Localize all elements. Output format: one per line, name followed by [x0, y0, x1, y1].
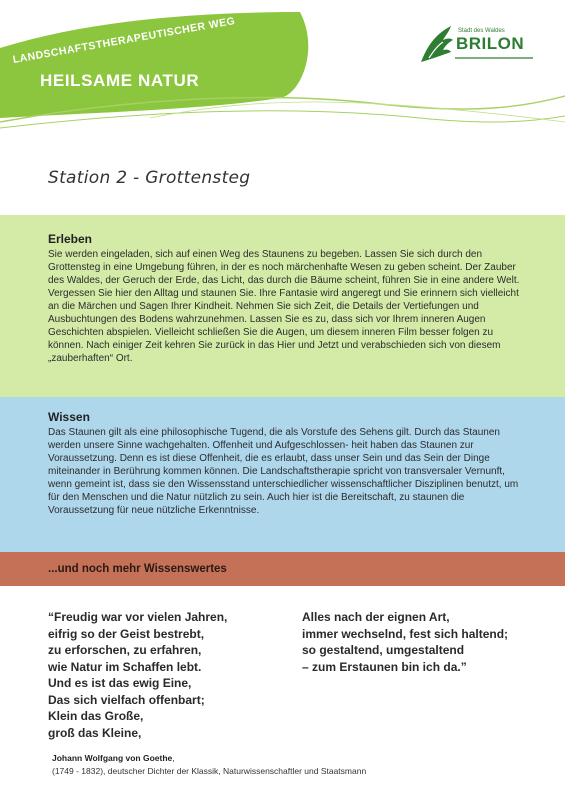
header-title: HEILSAME NATUR: [40, 71, 200, 90]
poem-line: Alles nach der eignen Art,: [302, 610, 450, 624]
poem-line: “Freudig war vor vielen Jahren,: [48, 610, 228, 624]
poem-right-column: [302, 609, 508, 675]
poem-line: Das sich vielfach offenbart;: [48, 692, 205, 707]
erleben-heading: Erleben: [48, 232, 93, 246]
wissen-text: Das Staunen gilt als eine philosophische Tugend, die als Vorstufe des Sehens gilt. Durch das Staunen werden unsere Sinne wachgehalten. Offenheit und Aufgeschlossen- heit haben das Staunen zur Voraussetzung. Denn es ist diese Offenheit, die es erlaubt, dass unser Sein und das Sein der Dinge miteinander in Berührung kommen können. Die Landschaftstherapie spricht von transversaler Vernunft, wenn gemeint ist, dass sie den Wissensstand unterschiedlicher wissenschaftlicher Disziplinen benutzt, um für den Menschen und die Natur nützlich zu sein. Auch hier ist die Bereitschaft, zu staunen die Voraussetzung für neue nützliche Erkenntnisse.: [48, 427, 519, 516]
poem-line: Klein das Große,: [48, 709, 144, 723]
author-name-line: [52, 753, 175, 763]
author-info: (1749 - 1832), deutscher Dichter der Klassik, Naturwissenschaftler und Staatsmann: [52, 766, 367, 776]
erleben-text: Sie werden eingeladen, sich auf einen Weg des Staunens zu begeben. Lassen Sie sich durch den Grottensteg in eine Umgebung führen, in der es noch märchenhafte Wesen zu geben scheint. Der Zauber des Waldes, der Geruch der Erde, das Licht, das durch die Bäume scheint, führen Sie in eine andere Welt. Vergessen Sie hier den Alltag und staunen Sie. Ihre Fantasie wird angeregt und Sie erinnern sich vielleicht an die Märchen und Sagen Ihrer Kindheit. Nehmen Sie sich Zeit, die Details der Vertiefungen und Ausbuchtungen des Bodens wahrzunehmen. Lassen Sie es zu, dass sich vor Ihrem inneren Augen Geschichten abspielen. Vielleicht schließen Sie die Augen, um diesem inneren Film besser folgen zu können. Nach einiger Zeit kehren Sie zurück in das Hier und Jetzt und verabschieden sich von diesem „zauberhaften“ Ort.: [48, 249, 520, 364]
author-name: Johann Wolfgang von Goethe: [52, 753, 173, 763]
poem-line: wie Natur im Schaffen lebt.: [48, 659, 202, 674]
logo-tagline: Stadt des Waldes: [458, 28, 505, 34]
poem-line: so gestaltend, umgestaltend: [302, 643, 465, 657]
wissen-section: [0, 397, 565, 552]
header-graphic: [0, 0, 565, 140]
author-name-suffix: ,: [172, 753, 175, 763]
poem-line: groß das Kleine,: [48, 725, 142, 740]
more-heading: ...und noch mehr Wissenswertes: [48, 563, 227, 575]
poem-line: zu erforschen, zu erfahren,: [48, 643, 202, 657]
poem-line: immer wechselnd, fest sich haltend;: [302, 626, 509, 641]
poem-line: eifrig so der Geist bestrebt,: [48, 626, 205, 641]
erleben-section: [0, 215, 565, 397]
wissen-heading: Wissen: [48, 410, 90, 424]
poem-left-column: [48, 609, 227, 741]
logo-name: BRILON: [456, 34, 525, 53]
poem-line: – zum Erstaunen bin ich da.”: [302, 659, 467, 674]
poem-line: Und es ist das ewig Eine,: [48, 676, 192, 690]
station-title: Station 2 - Grottensteg: [48, 168, 251, 188]
header-subtitle: LANDSCHAFTSTHERAPEUTISCHER WEG: [11, 15, 237, 67]
